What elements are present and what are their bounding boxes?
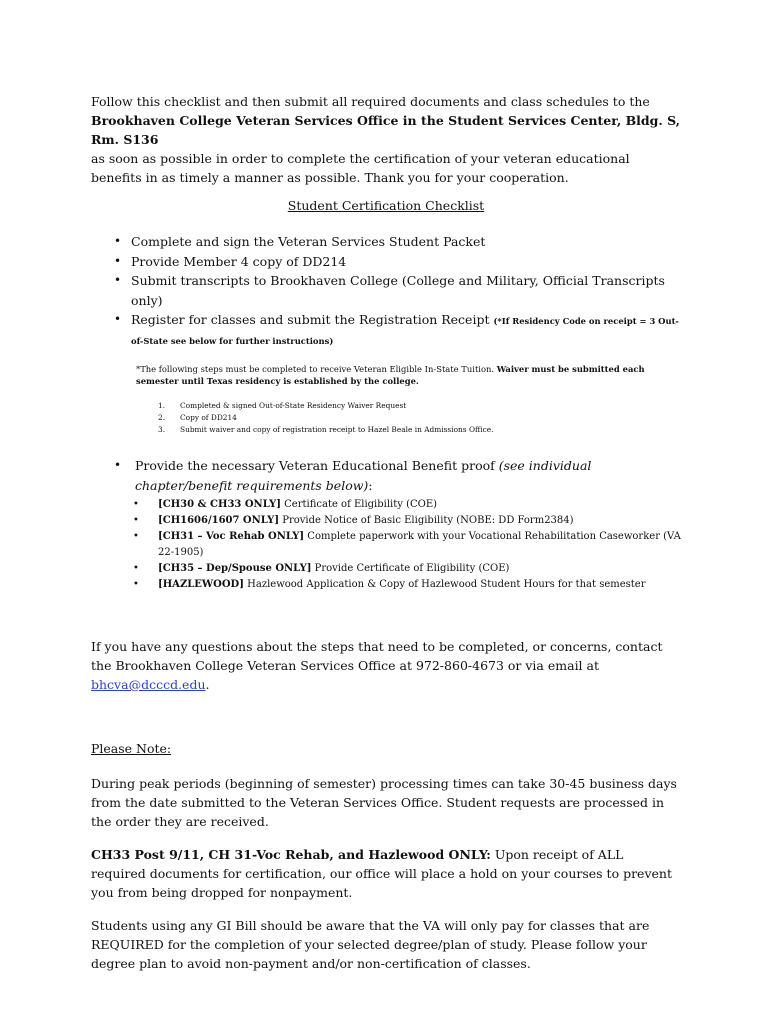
step-text: Completed & signed Out-of-State Residency Waiver Request bbox=[180, 401, 407, 410]
office-location: Brookhaven College Veteran Services Office in the Student Services Center, Bldg. S, Rm. S136 bbox=[91, 113, 681, 147]
note-heading: Please Note: bbox=[91, 741, 172, 756]
residency-step bbox=[91, 424, 681, 436]
step-number: 1. bbox=[158, 401, 166, 410]
step-number: 2. bbox=[158, 413, 166, 422]
requirement-label: [CH30 & CH33 ONLY] bbox=[158, 499, 281, 510]
bullet-icon: • bbox=[114, 273, 122, 287]
checklist-item bbox=[91, 310, 681, 349]
benefit-text: Provide the necessary Veteran Educational Benefit proof bbox=[135, 458, 499, 473]
residency-step bbox=[91, 412, 681, 424]
step-number: 3. bbox=[158, 425, 166, 434]
checklist-item-text: Provide Member 4 copy of DD214 bbox=[131, 253, 347, 269]
requirement-item bbox=[91, 529, 681, 561]
checklist-item-text: Submit transcripts to Brookhaven College (College and Military, Official Transcripts only) bbox=[131, 273, 665, 308]
requirement-text: Certificate of Eligibility (COE) bbox=[280, 499, 438, 510]
note-paragraph-2 bbox=[91, 845, 681, 902]
bullet-icon: • bbox=[114, 253, 122, 268]
residency-code-note: (*If Residency Code on receipt = 3 Out-of-State see below for further instructions) bbox=[131, 316, 679, 346]
bullet-icon: • bbox=[133, 499, 139, 510]
benefit-requirements: (see individual chapter/benefit requirements below) bbox=[135, 458, 592, 493]
requirement-item bbox=[91, 577, 681, 593]
checklist-item-text: Complete and sign the Veteran Services Student Packet bbox=[131, 234, 486, 249]
checklist-title: Student Certification Checklist bbox=[287, 198, 485, 213]
intro-line1: Follow this checklist and then submit all required documents and class schedules to the bbox=[91, 94, 650, 109]
note-paragraph-2-text: Upon receipt of ALL required documents for certification, our office will place a hold on your courses to prevent you from being dropped for nonpayment. bbox=[91, 847, 672, 900]
note-paragraph-2-bold: CH33 Post 9/11, CH 31-Voc Rehab, and Hazlewood ONLY: bbox=[91, 847, 491, 862]
contact-end: . bbox=[205, 677, 210, 692]
intro-rest: as soon as possible in order to complete the certification of your veteran educational benefits in as timely a manner as possible. Thank you for your cooperation. bbox=[91, 151, 630, 185]
requirement-label: [HAZLEWOOD] bbox=[158, 579, 244, 590]
document-page bbox=[91, 92, 681, 973]
note-paragraph-3: Students using any GI Bill should be aware that the VA will only pay for classes that are REQUIRED for the completion of your selected degree/plan of study. Please follow your degree plan to avoid non-payment and/or non-certification of classes. bbox=[91, 918, 650, 971]
bullet-icon: • bbox=[114, 312, 122, 326]
checklist bbox=[91, 232, 681, 349]
benefit-requirements-list bbox=[91, 497, 681, 593]
checklist-item-text: Register for classes and submit the Registration Receipt bbox=[131, 312, 494, 327]
requirement-label: [CH35 – Dep/Spouse ONLY] bbox=[158, 563, 312, 574]
intro-paragraph bbox=[91, 92, 681, 187]
requirement-label: [CH1606/1607 ONLY] bbox=[158, 515, 280, 526]
residency-note bbox=[136, 363, 681, 387]
requirement-item bbox=[91, 497, 681, 513]
bullet-icon: • bbox=[133, 563, 139, 574]
requirement-item bbox=[91, 513, 681, 529]
residency-note-bold: Waiver must be submitted each semester until Texas residency is established by the college. bbox=[136, 364, 645, 386]
checklist-title-wrap bbox=[91, 196, 681, 215]
checklist-item bbox=[91, 271, 681, 310]
requirement-text: Complete paperwork with your Vocational Rehabilitation Caseworker (VA 22-1905) bbox=[158, 531, 681, 558]
requirement-text: Hazlewood Application & Copy of Hazlewood Student Hours for that semester bbox=[243, 579, 646, 590]
benefit-item bbox=[91, 456, 681, 495]
bullet-icon: • bbox=[114, 234, 122, 248]
bullet-icon: • bbox=[114, 458, 122, 472]
bullet-icon: • bbox=[133, 515, 139, 526]
checklist-item bbox=[91, 232, 681, 252]
residency-step bbox=[91, 400, 681, 412]
residency-steps bbox=[91, 400, 681, 436]
requirement-label: [CH31 – Voc Rehab ONLY] bbox=[158, 531, 305, 542]
step-text: Submit waiver and copy of registration receipt to Hazel Beale in Admissions Office. bbox=[180, 425, 494, 434]
bullet-icon: • bbox=[133, 531, 139, 542]
note-heading-wrap bbox=[91, 739, 681, 758]
checklist-item bbox=[91, 252, 681, 272]
benefit-list bbox=[91, 456, 681, 495]
benefit-colon: : bbox=[368, 477, 373, 493]
requirement-text: Provide Certificate of Eligibility (COE) bbox=[311, 563, 510, 574]
residency-note-text: *The following steps must be completed to receive Veteran Eligible In-State Tuition. bbox=[136, 364, 497, 374]
requirement-text: Provide Notice of Basic Eligibility (NOBE: DD Form2384) bbox=[279, 515, 574, 526]
step-text: Copy of DD214 bbox=[180, 413, 237, 422]
note-paragraph-1: During peak periods (beginning of semester) processing times can take 30-45 business days from the date submitted to the Veteran Services Office. Student requests are processed in the order they are received. bbox=[91, 776, 677, 829]
requirement-item bbox=[91, 561, 681, 577]
contact-text: If you have any questions about the steps that need to be completed, or concerns, contact the Brookhaven College Veteran Services Office at 972-860-4673 or via email at bbox=[91, 639, 663, 673]
bullet-icon: • bbox=[133, 579, 139, 590]
email-link[interactable]: bhcva@dcccd.edu bbox=[91, 677, 206, 692]
contact-paragraph bbox=[91, 637, 681, 694]
